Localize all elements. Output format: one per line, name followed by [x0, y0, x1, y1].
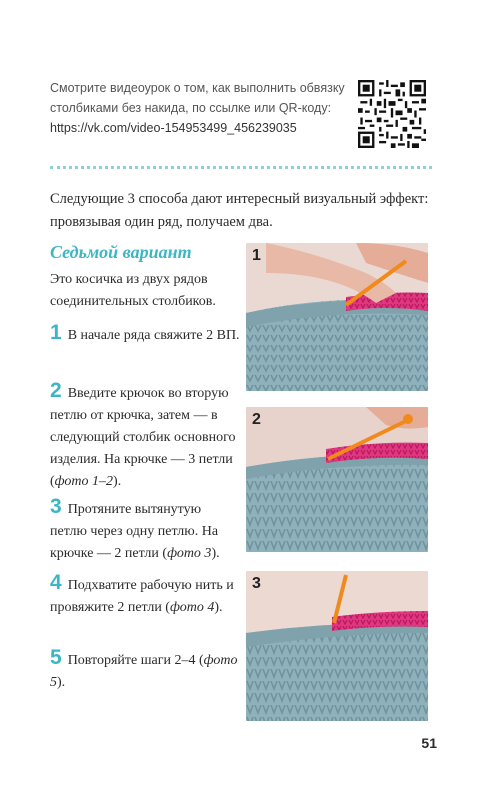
photo-1	[246, 243, 428, 391]
step-text: Повторяйте шаги 2–4 (	[67, 653, 204, 668]
step-4	[50, 572, 240, 619]
crochet-photo-image	[246, 407, 428, 552]
dotted-divider	[50, 166, 432, 169]
photo-2	[246, 407, 428, 552]
step-3	[50, 496, 240, 565]
step-text: В начале ряда свяжите 2 ВП.	[67, 328, 240, 343]
photo-reference: фото 3	[167, 546, 212, 561]
step-text: Протяните вытянутую петлю через одну петлю. На крючке — 2 петли (	[50, 502, 219, 561]
step-text: Введите крючок во вторую петлю от крючка, затем — в следующий столбик основного изделия. На крючке — 3 петли (	[50, 386, 236, 489]
page-number: 51	[421, 735, 437, 751]
qr-code-icon[interactable]	[358, 80, 426, 148]
section-title: Седьмой вариант	[50, 242, 192, 262]
step-1	[50, 322, 240, 347]
step-text-tail: ).	[214, 600, 223, 615]
step-number: 4	[50, 571, 62, 594]
crochet-photo-image	[246, 571, 428, 721]
intro-paragraph: Следующие 3 способа дают интересный визуальный эффект: провязывая один ряд, получаем два.	[50, 191, 429, 230]
step-number: 2	[50, 379, 62, 402]
photo-label: 3	[252, 575, 261, 592]
photo-reference: фото 1–2	[54, 474, 114, 489]
step-text-tail: ).	[113, 474, 122, 489]
photo-reference: фото 4	[169, 600, 215, 615]
step-number: 3	[50, 495, 62, 518]
video-link[interactable]: https://vk.com/video-154953499_456239035	[50, 121, 297, 135]
section-subtitle: Это косичка из двух рядов соединительных столбиков.	[50, 272, 216, 309]
step-text-tail: ).	[211, 546, 220, 561]
step-number: 5	[50, 646, 62, 669]
photo-label: 2	[252, 411, 261, 428]
photo-3	[246, 571, 428, 721]
video-note: Смотрите видеоурок о том, как выполнить обвязку столбиками без накида, по ссылке или QR-коду:	[50, 81, 345, 115]
step-text: Подхватите рабочую нить и провяжите 2 петли (	[50, 578, 234, 615]
crochet-photo-image	[246, 243, 428, 391]
photo-label: 1	[252, 247, 261, 264]
step-text-tail: ).	[57, 675, 66, 690]
photo-reference: фото 5	[50, 653, 238, 690]
step-5	[50, 647, 240, 694]
step-number: 1	[50, 321, 62, 344]
step-2	[50, 380, 240, 493]
